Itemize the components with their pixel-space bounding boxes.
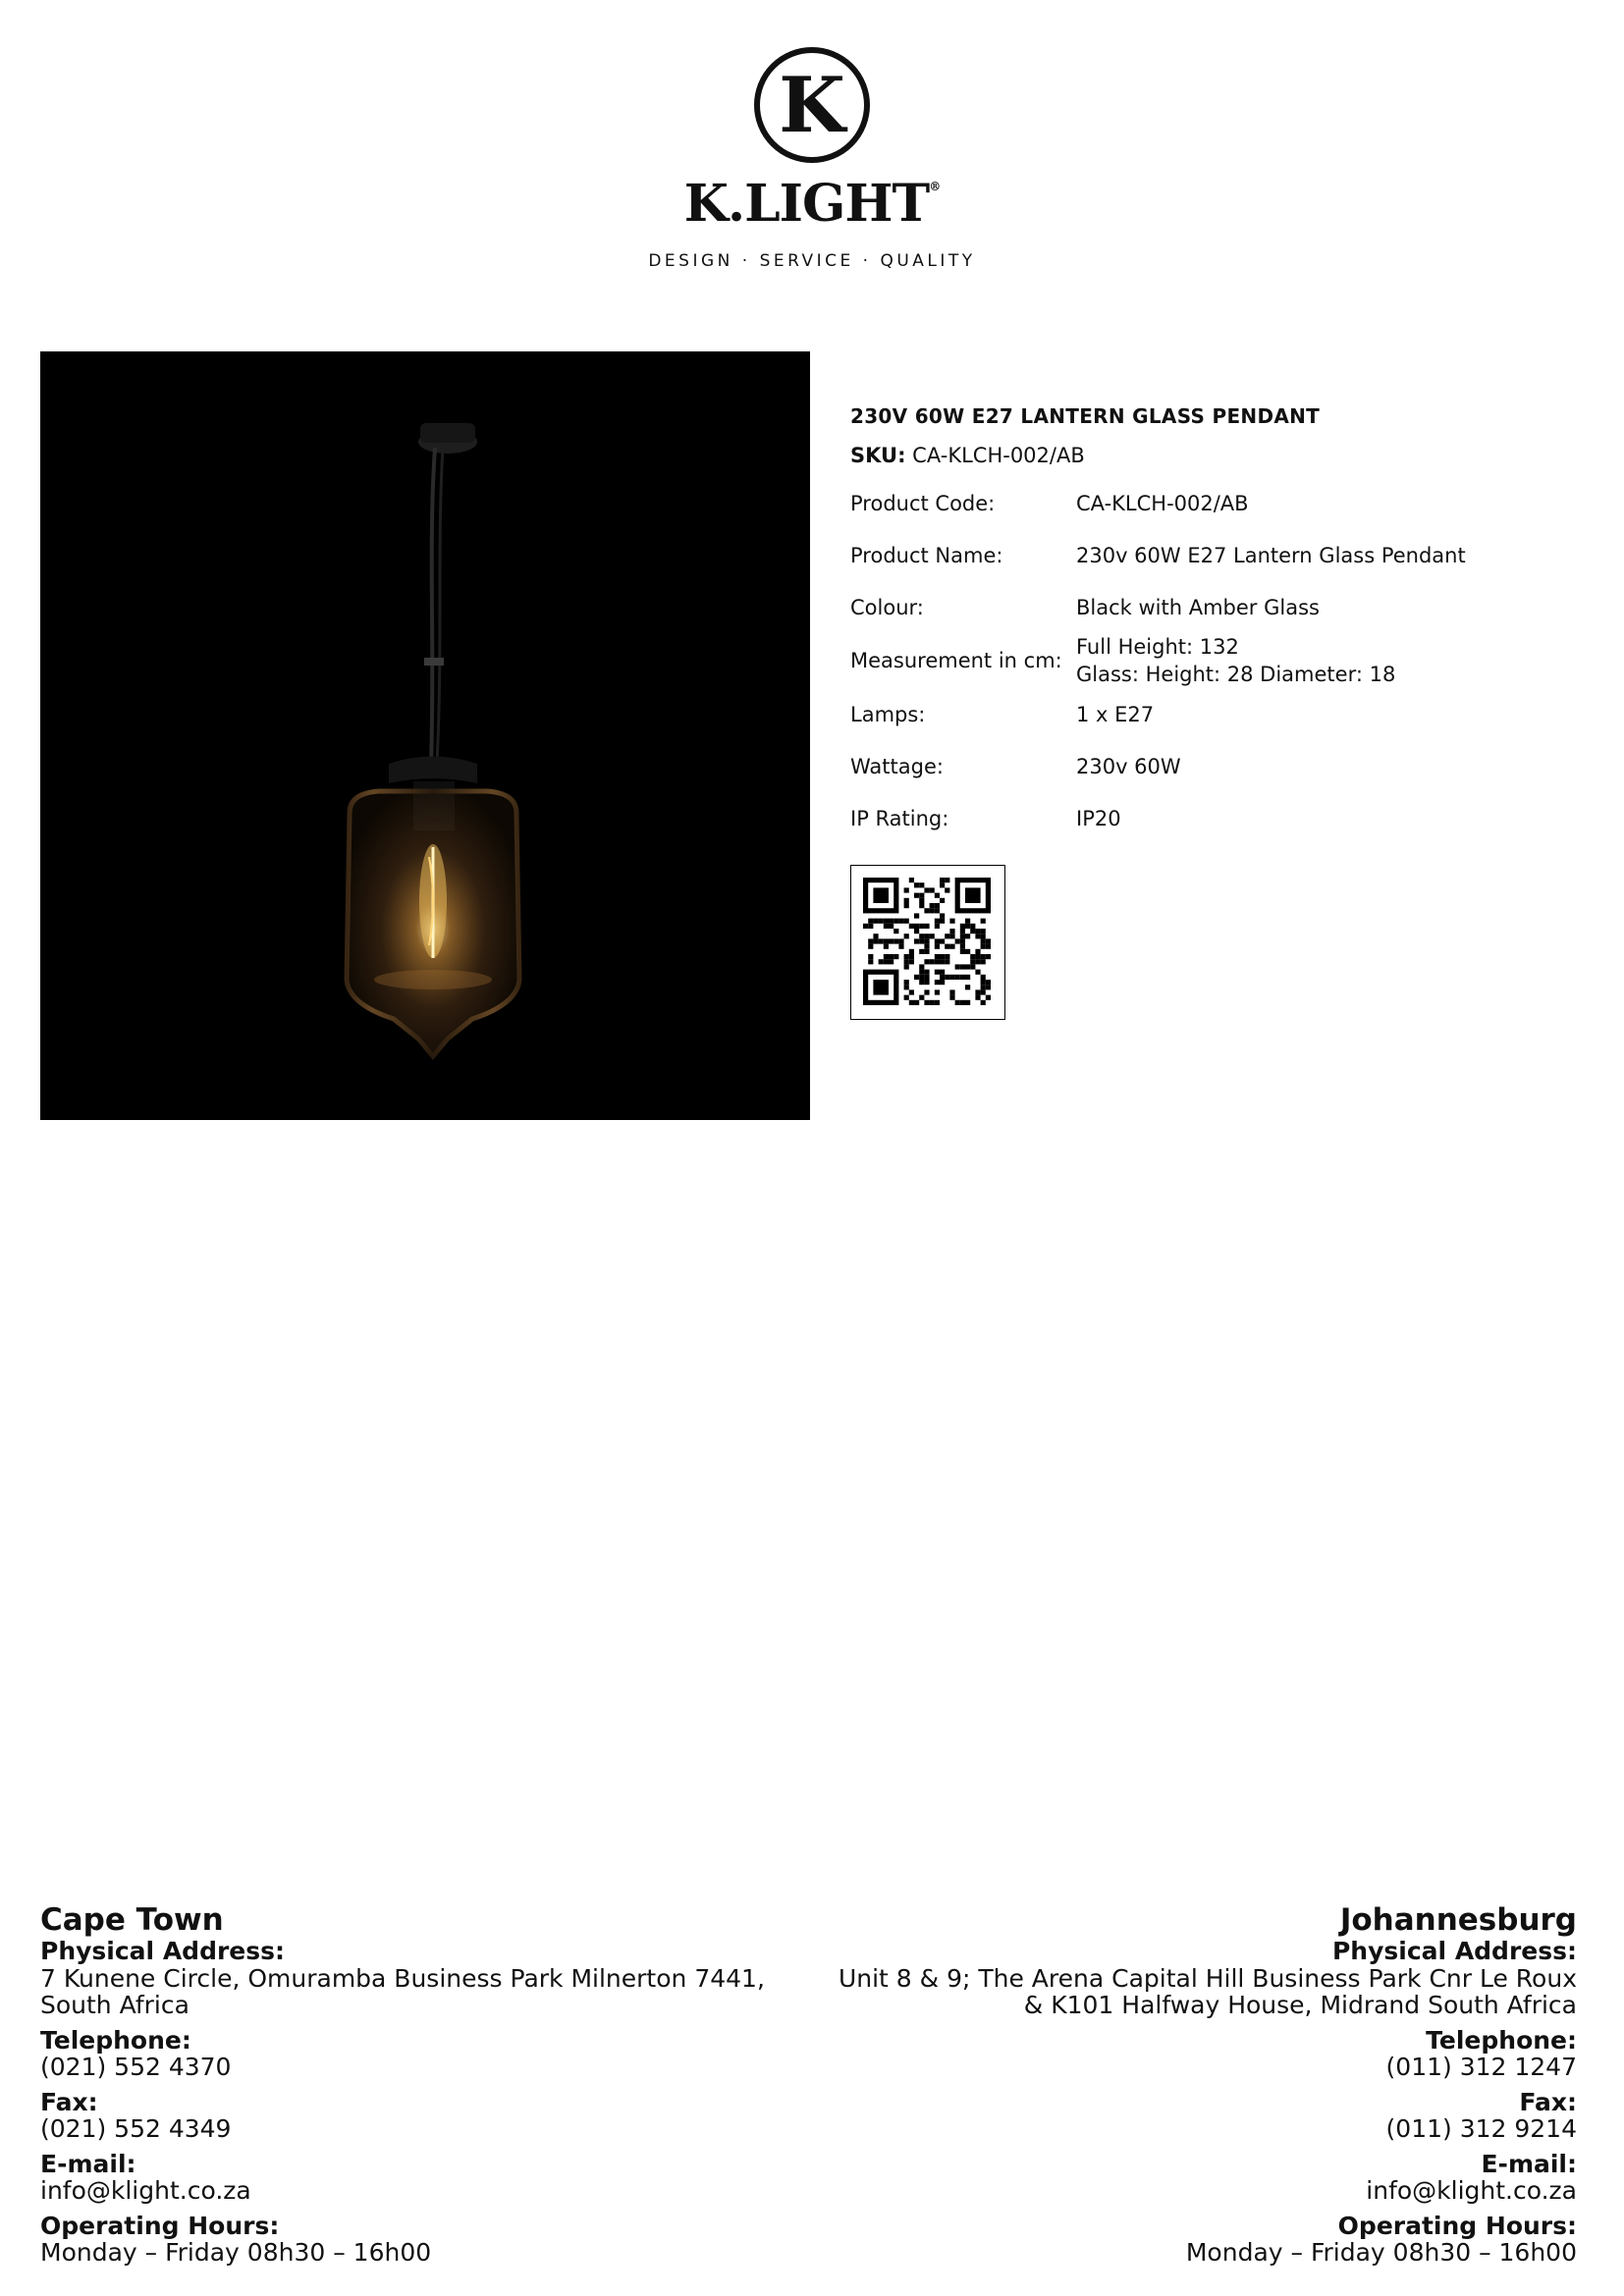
address-label: Physical Address: [1331,1937,1577,1965]
hours-label: Operating Hours: [1337,2211,1577,2240]
office-cape-town [40,1902,796,2267]
spec-label: Product Name: [850,543,1003,567]
fax-value: (021) 552 4349 [40,2114,232,2143]
email-link[interactable]: info@klight.co.za [1366,2176,1577,2205]
spec-row-colour [850,581,1466,633]
office-city: Johannesburg [1339,1902,1577,1938]
spec-label: Lamps: [850,702,926,726]
office-city: Cape Town [40,1902,224,1938]
spec-label: IP Rating: [850,806,949,830]
telephone-label: Telephone: [1426,2025,1577,2055]
spec-row-measurement [850,633,1466,688]
spec-row-product-name [850,529,1466,581]
address-label: Physical Address: [40,1937,286,1965]
spec-value [1076,633,1466,688]
sku-line [850,444,1597,467]
brand-name: K.LIGHT® [683,174,941,234]
spec-value-line: Glass: Height: 28 Diameter: 18 [1076,663,1396,686]
fax-label: Fax: [40,2087,98,2116]
spec-value: 1 x E27 [1076,702,1155,726]
product-photo [40,351,810,1120]
spec-label: Measurement in cm: [850,649,1062,672]
telephone-value[interactable]: (011) 312 1247 [1385,2053,1577,2081]
spec-value-line: Full Height: 132 [1076,635,1239,659]
pendant-lamp-image [40,351,810,1120]
product-details [850,404,1597,844]
brand-tagline: DESIGN · SERVICE · QUALITY [648,251,976,271]
telephone-label: Telephone: [40,2025,191,2055]
sku-label: SKU: [850,444,906,467]
spec-row-lamps [850,688,1466,740]
fax-value: (011) 312 9214 [1385,2114,1577,2143]
hours-value: Monday – Friday 08h30 – 16h00 [40,2238,432,2267]
address-value: Unit 8 & 9; The Arena Capital Hill Business Park Cnr Le Roux [838,1963,1577,1993]
k-logo-icon [752,45,872,165]
sku-value: CA-KLCH-002/AB [912,444,1085,467]
fax-label: Fax: [1519,2087,1577,2116]
address-value: 7 Kunene Circle, Omuramba Business Park Milnerton 7441, South Africa [40,1963,765,2019]
spec-label: Wattage: [850,754,944,778]
spec-label: Colour: [850,595,924,619]
logo-letter: K [779,61,845,150]
registered-mark: ® [929,180,941,193]
hours-value: Monday – Friday 08h30 – 16h00 [1185,2238,1577,2267]
telephone-value[interactable]: (021) 552 4370 [40,2053,232,2081]
spec-value: Black with Amber Glass [1076,595,1320,619]
address-value: & K101 Halfway House, Midrand South Africa [1023,1991,1577,2019]
spec-table [850,477,1466,844]
spec-value: CA-KLCH-002/AB [1076,491,1249,515]
spec-row-wattage [850,740,1466,792]
brand-header [0,45,1624,271]
qr-code-pattern [851,866,1003,1018]
spec-label: Product Code: [850,491,996,515]
hours-label: Operating Hours: [40,2211,280,2240]
spec-value: 230v 60W E27 Lantern Glass Pendant [1076,543,1466,567]
spec-row-ip-rating [850,792,1466,844]
office-johannesburg [811,1902,1577,2267]
spec-row-product-code [850,477,1466,529]
email-link[interactable]: info@klight.co.za [40,2176,251,2205]
email-label: E-mail: [40,2149,136,2178]
spec-value: 230v 60W [1076,754,1181,778]
email-label: E-mail: [1481,2149,1577,2178]
spec-value: IP20 [1076,806,1121,830]
product-title: 230V 60W E27 LANTERN GLASS PENDANT [850,404,1321,428]
qr-code-icon[interactable] [850,865,1005,1020]
